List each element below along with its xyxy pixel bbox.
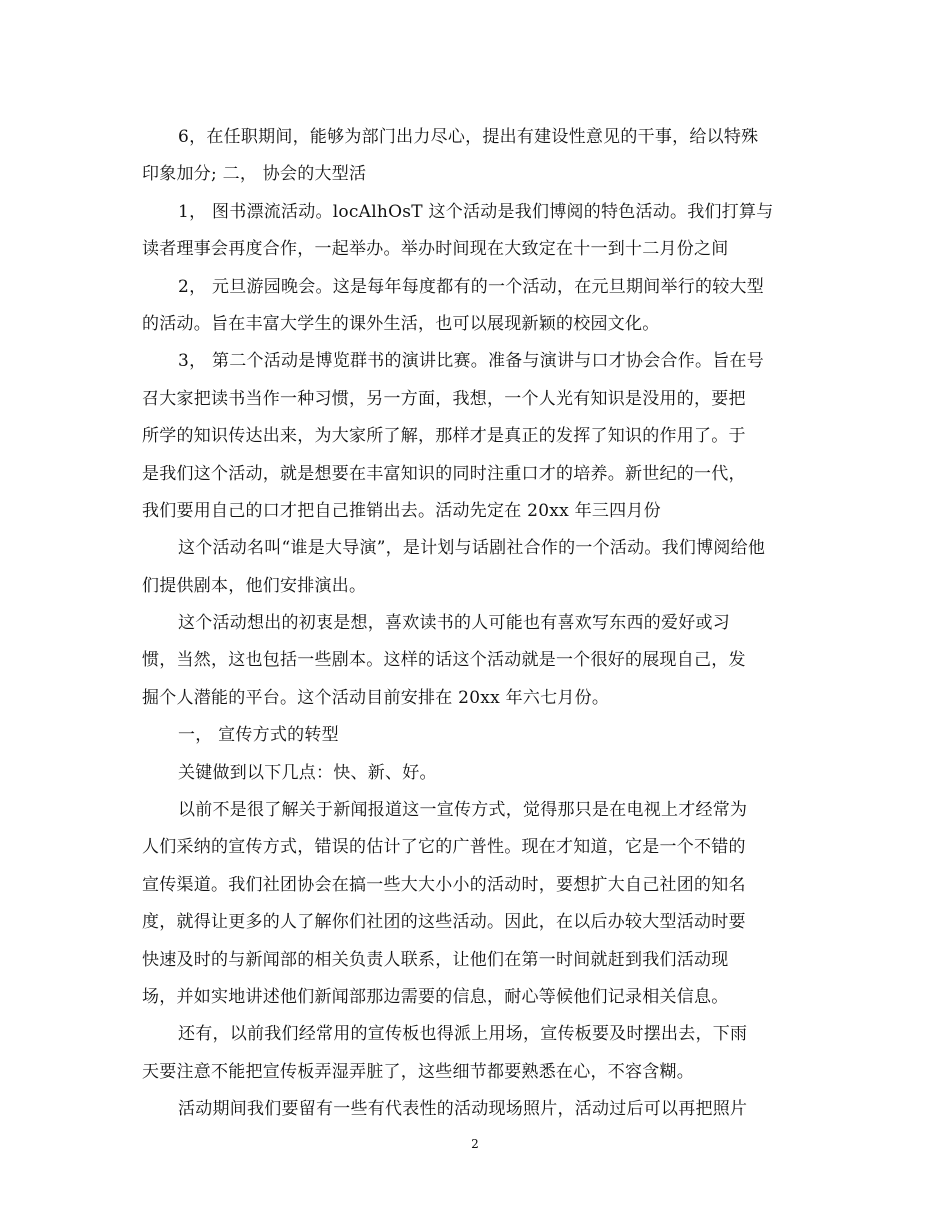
paragraph-line: 印象加分; 二， 协会的大型活 bbox=[142, 164, 367, 185]
paragraph-line: 读者理事会再度合作，一起举办。举办时间现在大致定在十一到十二月份之间 bbox=[142, 239, 729, 260]
paragraph-line: 这个活动想出的初衷是想，喜欢读书的人可能也有喜欢写东西的爱好或习 bbox=[178, 613, 730, 634]
paragraph-line: 们提供剧本，他们安排演出。 bbox=[142, 575, 367, 596]
paragraph-line: 宣传渠道。我们社团协会在搞一些大大小小的活动时，要想扩大自己社团的知名 bbox=[142, 874, 746, 895]
paragraph-line: 关键做到以下几点：快、新、好。 bbox=[178, 762, 437, 783]
paragraph-line: 这个活动名叫“谁是大导演”，是计划与话剧社合作的一个活动。我们博阅给他 bbox=[178, 538, 766, 559]
paragraph-line: 的活动。旨在丰富大学生的课外生活，也可以展现新颖的校园文化。 bbox=[142, 313, 660, 334]
paragraph-line: 召大家把读书当作一种习惯，另一方面，我想，一个人光有知识是没用的，要把 bbox=[142, 388, 746, 409]
paragraph-line: 6，在任职期间，能够为部门出力尽心，提出有建设性意见的干事，给以特殊 bbox=[178, 127, 759, 147]
paragraph-line: 惯，当然，这也包括一些剧本。这样的话这个活动就是一个很好的展现自己，发 bbox=[142, 650, 746, 671]
paragraph-line: 掘个人潜能的平台。这个活动目前安排在 20xx 年六七月份。 bbox=[142, 687, 610, 708]
paragraph-line: 是我们这个活动，就是想要在丰富知识的同时注重口才的培养。新世纪的一代， bbox=[142, 463, 746, 484]
document-body bbox=[142, 119, 816, 1129]
paragraph-line: 度，就得让更多的人了解你们社团的这些活动。因此，在以后办较大型活动时要 bbox=[142, 912, 746, 933]
paragraph-line: 以前不是很了解关于新闻报道这一宣传方式，觉得那只是在电视上才经常为 bbox=[178, 800, 748, 821]
paragraph-line: 所学的知识传达出来，为大家所了解，那样才是真正的发挥了知识的作用了。于 bbox=[142, 426, 746, 447]
paragraph-line: 2， 元旦游园晚会。这是每年每度都有的一个活动，在元旦期间举行的较大型 bbox=[178, 276, 764, 297]
section-heading: 一， 宣传方式的转型 bbox=[178, 725, 339, 746]
page-number: 2 bbox=[471, 1137, 479, 1151]
paragraph-line: 场，并如实地讲述他们新闻部那边需要的信息，耐心等候他们记录相关信息。 bbox=[142, 986, 729, 1007]
paragraph-line: 活动期间我们要留有一些有代表性的活动现场照片，活动过后可以再把照片 bbox=[178, 1099, 748, 1120]
paragraph-line: 3， 第二个活动是博览群书的演讲比赛。准备与演讲与口才协会合作。旨在号 bbox=[178, 351, 764, 372]
paragraph-line: 我们要用自己的口才把自己推销出去。活动先定在 20xx 年三四月份 bbox=[142, 500, 661, 521]
paragraph-line: 人们采纳的宣传方式，错误的估计了它的广普性。现在才知道，它是一个不错的 bbox=[142, 837, 746, 858]
paragraph-line: 天要注意不能把宣传板弄湿弄脏了，这些细节都要熟悉在心，不容含糊。 bbox=[142, 1061, 694, 1082]
paragraph-line: 还有，以前我们经常用的宣传板也得派上用场，宣传板要及时摆出去，下雨 bbox=[178, 1024, 748, 1045]
paragraph-line: 1， 图书漂流活动。locAlhOsT 这个活动是我们博阅的特色活动。我们打算与 bbox=[178, 201, 774, 222]
paragraph-line: 快速及时的与新闻部的相关负责人联系，让他们在第一时间就赶到我们活动现 bbox=[142, 949, 729, 970]
